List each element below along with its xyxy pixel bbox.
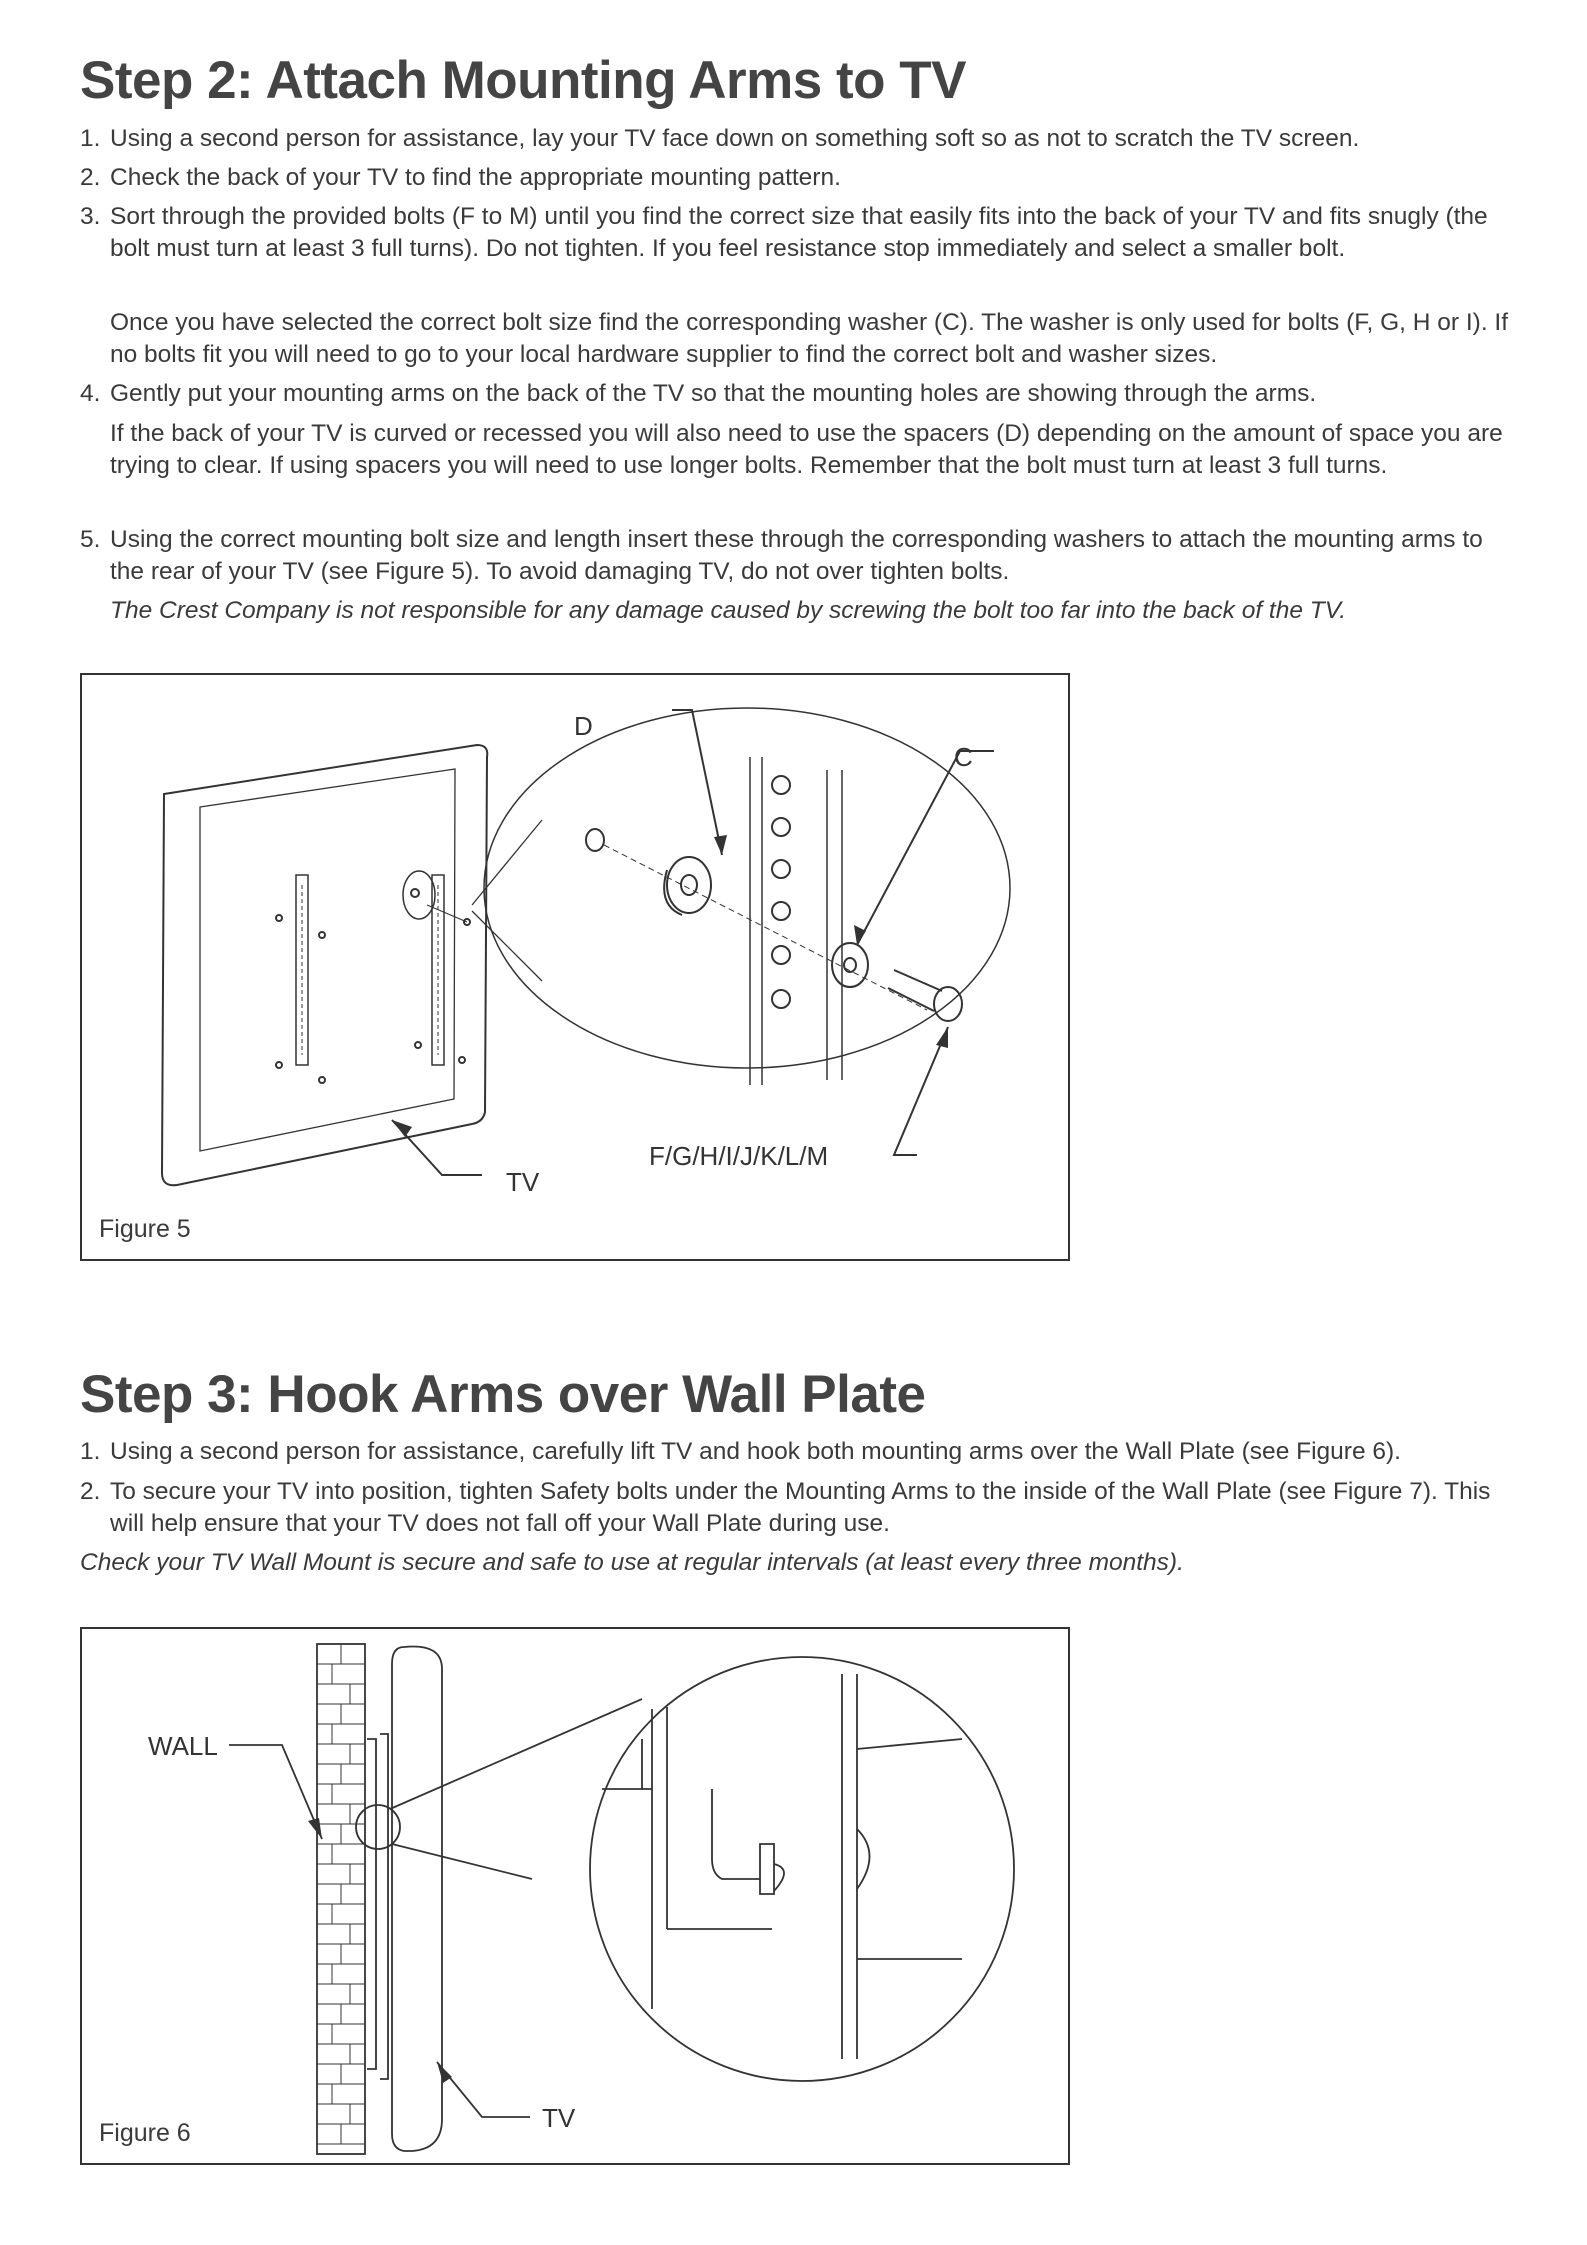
item-text: Using the correct mounting bolt size and length insert these through the corresponding washers to attach the mounting arms to the rear of your TV (see Figure 5). To avoid damaging TV, do not over tighten bolts. (110, 526, 1483, 585)
step2-item-2 (80, 162, 1520, 194)
item-text: To secure your TV into position, tighten Safety bolts under the Mounting Arms to the inside of the Wall Plate (see Figure 7). This will help ensure that your TV does not fall off your Wall Plate during use. (110, 1478, 1491, 1537)
item-number: 2. (80, 1478, 101, 1505)
figure-5 (80, 673, 1070, 1261)
item-text: Using a second person for assistance, lay your TV face down on something soft so as not to scratch the TV screen. (110, 125, 1360, 152)
item-text: Sort through the provided bolts (F to M) until you find the correct size that easily fits into the back of your TV and fits snugly (the bolt must turn at least 3 full turns). Do not tighten. If you feel resistance stop immediately and select a smaller bolt. (110, 203, 1488, 262)
item-number: 5. (80, 526, 101, 553)
item-number: 1. (80, 1438, 101, 1465)
figure-5-illustration (82, 675, 1072, 1263)
item-number: 3. (80, 203, 101, 230)
step2-item-3 (80, 201, 1520, 265)
item-number: 1. (80, 125, 101, 152)
step2-item-3-note: Once you have selected the correct bolt size find the corresponding washer (C). The washer is only used for bolts (F, G, H or I). If no bolts fit you will need to go to your local hardware supplier to find the correct bolt and washer sizes. (110, 309, 1509, 368)
callout-d: D (574, 711, 593, 741)
step3-item-1 (80, 1436, 1520, 1468)
step2-item-4-note: If the back of your TV is curved or recessed you will also need to use the spacers (D) depending on the amount of space you are trying to clear. If using spacers you will need to use longer bolts. Remember that the bolt must turn at least 3 full turns. (110, 420, 1503, 479)
figure-5-caption: Figure 5 (99, 1215, 191, 1243)
callout-tv: TV (542, 2103, 576, 2133)
callout-tv: TV (506, 1167, 540, 1197)
figure-6 (80, 1627, 1070, 2165)
figure-6-illustration (82, 1629, 1072, 2167)
item-text: Check the back of your TV to find the appropriate mounting pattern. (110, 164, 841, 191)
item-number: 4. (80, 380, 101, 407)
step2-title: Step 2: Attach Mounting Arms to TV (80, 51, 966, 110)
step3-item-2 (80, 1476, 1520, 1540)
callout-bolts: F/G/H/I/J/K/L/M (649, 1141, 829, 1171)
callout-c: C (954, 742, 973, 772)
step2-disclaimer: The Crest Company is not responsible for any damage caused by screwing the bolt too far into the back of the TV. (110, 597, 1347, 624)
step3-note: Check your TV Wall Mount is secure and safe to use at regular intervals (at least every three months). (80, 1549, 1184, 1576)
item-number: 2. (80, 164, 101, 191)
step2-item-1 (80, 123, 1520, 155)
callout-wall: WALL (148, 1731, 218, 1761)
item-text: Using a second person for assistance, carefully lift TV and hook both mounting arms over the Wall Plate (see Figure 6). (110, 1438, 1401, 1465)
figure-6-caption: Figure 6 (99, 2119, 191, 2147)
step3-title: Step 3: Hook Arms over Wall Plate (80, 1365, 926, 1424)
step2-item-5 (80, 524, 1520, 588)
item-text: Gently put your mounting arms on the back of the TV so that the mounting holes are showing through the arms. (110, 380, 1317, 407)
step2-item-4 (80, 378, 1520, 410)
